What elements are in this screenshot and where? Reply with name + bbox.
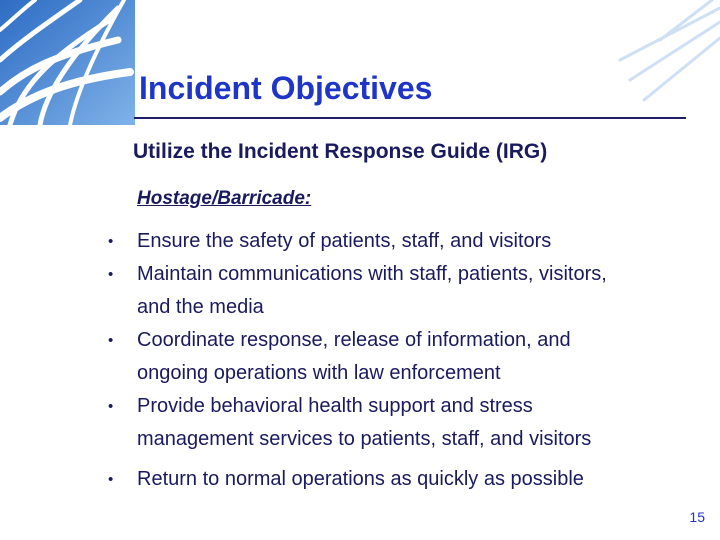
corner-ray-graphic (600, 0, 720, 110)
bullet-dot: • (108, 398, 114, 415)
title-underline-rule (134, 117, 686, 119)
list-item-text: Provide behavioral health support and stress (137, 395, 533, 417)
slide-title: Incident Objectives (139, 70, 433, 106)
bullet-dot: • (108, 266, 114, 283)
list-item-text: Maintain communications with staff, patients, visitors, (137, 263, 607, 285)
list-item (108, 258, 708, 324)
bullet-dot: • (108, 233, 114, 250)
section-heading: Hostage/Barricade: (137, 188, 312, 209)
list-item (108, 225, 708, 258)
list-item-text: Return to normal operations as quickly as possible (137, 468, 584, 490)
list-item-text: ongoing operations with law enforcement (137, 362, 501, 384)
page-number: 15 (689, 509, 705, 525)
bullet-dot: • (108, 332, 114, 349)
list-item (108, 390, 708, 456)
list-item-text: Ensure the safety of patients, staff, and visitors (137, 230, 552, 252)
list-item-text: and the media (137, 296, 264, 318)
list-item-text: management services to patients, staff, and visitors (137, 428, 592, 450)
objectives-list (108, 225, 708, 496)
list-item (108, 463, 708, 496)
list-item (108, 324, 708, 390)
bullet-dot: • (108, 471, 114, 488)
slide-subtitle: Utilize the Incident Response Guide (IRG) (133, 140, 548, 163)
list-item-text: Coordinate response, release of information, and (137, 329, 571, 351)
corner-swoosh-graphic (0, 0, 135, 125)
